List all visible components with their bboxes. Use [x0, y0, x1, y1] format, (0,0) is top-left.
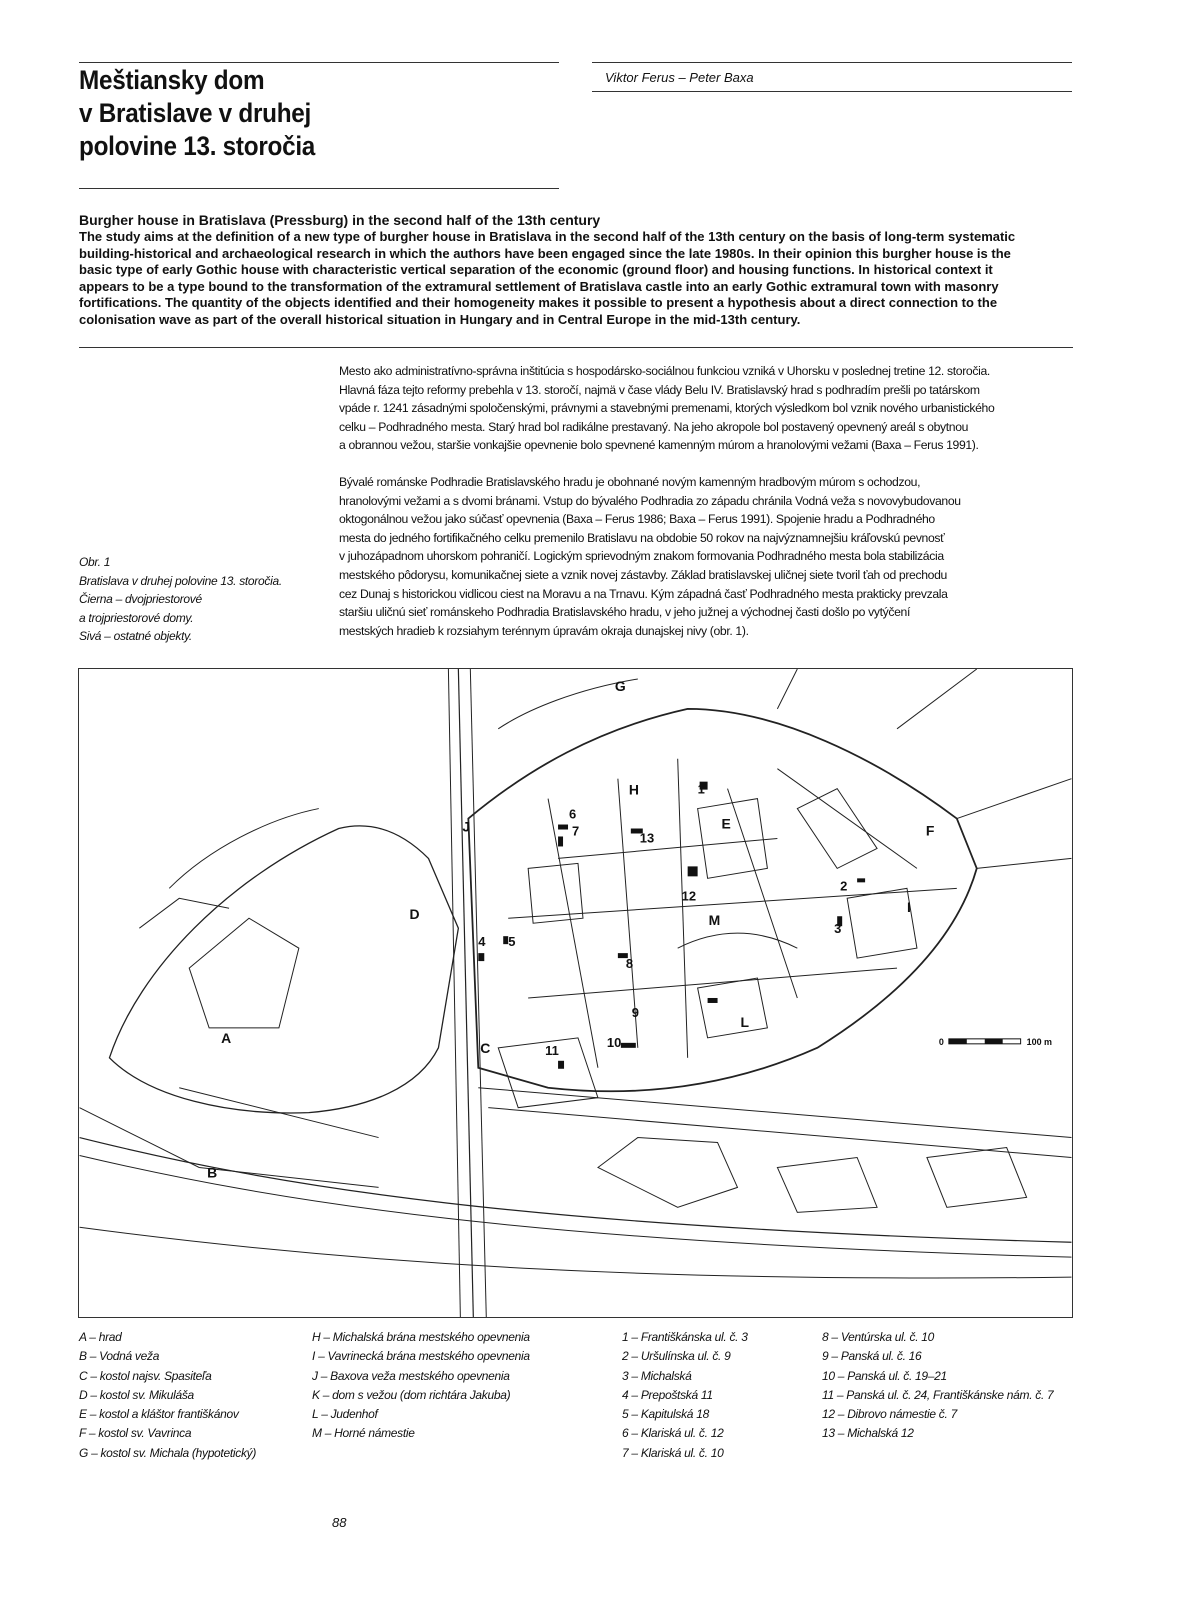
- abstract-line: fortifications. The quantity of the objects identified and their homogeneity makes it possible to present a hypothesis about a direct connection to the: [79, 295, 998, 311]
- legend-item: 4 – Prepoštská 11: [622, 1387, 713, 1402]
- map-number: 4: [478, 934, 486, 950]
- caption-line: Sivá – ostatné objekty.: [79, 629, 192, 643]
- legend-item: E – kostol a kláštor františkánov: [79, 1407, 239, 1422]
- legend-item: I – Vavrinecká brána mestského opevnenia: [312, 1349, 530, 1364]
- body-line: celku – Podhradného mesta. Starý hrad bol radikálne prestavaný. Na jeho akropole bol postavený opevnený areál s obytnou: [339, 419, 969, 434]
- map-number: 3: [834, 921, 842, 937]
- abstract-heading: Burgher house in Bratislava (Pressburg) in the second half of the 13th century: [79, 212, 601, 228]
- legend-item: 10 – Panská ul. č. 19–21: [822, 1368, 947, 1383]
- legend-item: J – Baxova veža mestského opevnenia: [312, 1368, 510, 1383]
- map-number: 11: [545, 1042, 559, 1058]
- body-line: vpáde r. 1241 zásadnými spoločenskými, právnymi a stavebnými premenami, ktorých výsledkom bol vznik nového urbanistického: [339, 401, 995, 416]
- legend-item: 13 – Michalská 12: [822, 1426, 914, 1441]
- body-line: Mesto ako administratívno-správna inštitúcia s hospodársko-sociálnou funkciou vzniká v Uhorsku v poslednej tretine 12. storočia.: [339, 364, 990, 378]
- legend-item: 7 – Klariská ul. č. 10: [622, 1445, 724, 1460]
- abstract-line: The study aims at the definition of a new type of burgher house in Bratislava in the second half of the 13th century on the basis of long-term systematic: [79, 229, 1016, 244]
- map-number: 13: [639, 830, 655, 846]
- legend-item: 11 – Panská ul. č. 24, Františkánske nám. č. 7: [822, 1387, 1054, 1402]
- legend-item: 1 – Františkánska ul. č. 3: [622, 1330, 748, 1344]
- map-letter: D: [409, 906, 420, 923]
- scale-end-label: 100 m: [1026, 1036, 1053, 1047]
- map-number: 8: [625, 956, 634, 972]
- body-line: oktogonálnou vežou jako súčasť opevnenia (Baxa – Ferus 1986; Baxa – Ferus 1991). Spojenie hradu a Podhradného: [339, 512, 935, 527]
- map-letter: B: [207, 1164, 218, 1181]
- map-number: 6: [569, 806, 577, 822]
- abstract-line: basic type of early Gothic house with characteristic vertical separation of the economic (ground floor) and housing functions. In historical context it: [79, 262, 993, 278]
- legend-item: H – Michalská brána mestského opevnenia: [312, 1330, 530, 1344]
- map-letter-labels: [207, 678, 934, 1180]
- body-line: Bývalé románske Podhradie Bratislavského hradu je obohnané novým kamenným hradbovým múrom s ochodzou,: [339, 474, 921, 489]
- map-svg: [79, 669, 1072, 1317]
- legend-item: 5 – Kapitulská 18: [622, 1407, 709, 1422]
- legend-column-1: [79, 1328, 256, 1463]
- map-number: 5: [508, 934, 516, 950]
- map-letter: H: [628, 781, 639, 798]
- body-line: staršiu uličnú sieť románskeho Podhradia Bratislavského hradu, v jeho južnej a východnej časti došlo po vytýčení: [339, 605, 911, 620]
- map-number: 9: [631, 1004, 640, 1020]
- city-plan-map: [78, 668, 1073, 1318]
- body-line: Hlavná fáza tejto reformy prebehla v 13. storočí, najmä v čase vlády Belu IV. Bratislavský hrad s podhradím prešli po tatárskom: [339, 382, 980, 397]
- abstract-top-rule: [79, 188, 559, 189]
- legend-item: B – Vodná veža: [79, 1349, 160, 1364]
- page-number: 88: [332, 1515, 347, 1530]
- map-letter: A: [221, 1029, 232, 1046]
- title-line: polovine 13. storočia: [79, 131, 316, 161]
- scale-start-label: 0: [938, 1036, 944, 1047]
- body-line: mestského pôdorysu, komunikačnej siete a vznik novej zástavby. Základ bratislavskej uličnej siete tvoril ťah od prechodu: [339, 567, 947, 582]
- map-letter: J: [462, 818, 471, 835]
- scale-bar: [939, 1037, 1052, 1047]
- map-number: 1: [697, 781, 705, 797]
- title-line: Meštiansky dom: [79, 65, 265, 95]
- caption-line: Bratislava v druhej polovine 13. storočia.: [79, 573, 282, 588]
- map-number: 12: [681, 888, 697, 904]
- abstract-text: [79, 229, 1079, 329]
- map-number: 2: [840, 878, 848, 894]
- legend-item: M – Horné námestie: [312, 1426, 415, 1441]
- legend-item: 12 – Dibrovo námestie č. 7: [822, 1407, 957, 1422]
- legend-item: 8 – Ventúrska ul. č. 10: [822, 1330, 935, 1344]
- caption-line: Čierna – dvojpriestorové: [79, 592, 202, 606]
- top-rule-left: [79, 62, 559, 63]
- map-letter: I: [906, 899, 911, 916]
- body-line: mestských hradieb k rozsiahym terénnym úpravám okraja dunajskej nivy (obr. 1).: [339, 623, 749, 638]
- legend-item: K – dom s vežou (dom richtára Jakuba): [312, 1387, 511, 1402]
- legend-column-3: [622, 1328, 748, 1463]
- legend-item: 3 – Michalská: [622, 1368, 692, 1383]
- map-letter: G: [614, 677, 626, 694]
- abstract-line: appears to be a type bound to the transformation of the extramural settlement of Bratislava castle into an early Gothic extramural town with masonry: [79, 278, 999, 294]
- top-rule-right: [592, 62, 1072, 63]
- figure-caption: [79, 553, 319, 646]
- caption-line: Obr. 1: [79, 555, 111, 569]
- article-title: [79, 64, 421, 163]
- legend-item: 9 – Panská ul. č. 16: [822, 1349, 922, 1364]
- legend-item: G – kostol sv. Michala (hypotetický): [79, 1445, 257, 1460]
- legend-column-4: [822, 1328, 1053, 1444]
- legend-item: A – hrad: [79, 1330, 122, 1344]
- map-letter: M: [708, 912, 721, 929]
- map-letter: L: [740, 1013, 750, 1030]
- map-number: 10: [606, 1034, 622, 1050]
- body-line: cez Dunaj s historickou vidlicou ciest na Moravu a na Trnavu. Kým západná časť Podhradného mesta prakticky prevzala: [339, 586, 948, 601]
- abstract-bottom-rule: [79, 347, 1073, 348]
- authors-rule: [592, 91, 1072, 92]
- abstract-line: building-historical and archaeological research in which the authors have been engaged since the late 1980s. In their opinion this burgher house is the: [79, 245, 1011, 261]
- legend-item: L – Judenhof: [312, 1407, 378, 1422]
- caption-line: a trojpriestorové domy.: [79, 610, 194, 625]
- map-letter: C: [480, 1039, 491, 1056]
- map-number: 7: [572, 823, 580, 839]
- map-number-labels: [478, 782, 847, 1058]
- legend-item: 6 – Klariská ul. č. 12: [622, 1426, 724, 1441]
- body-line: hranolovými vežami a s dvomi bránami. Vstup do bývalého Podhradia zo západu chránila Vodná veža s novovybudovanou: [339, 493, 961, 508]
- legend-item: F – kostol sv. Vavrinca: [79, 1426, 192, 1441]
- abstract-line: colonisation wave as part of the overall historical situation in Hungary and in Central Europe in the mid-13th century.: [79, 311, 801, 327]
- legend-item: C – kostol najsv. Spasiteľa: [79, 1368, 212, 1383]
- authors: Viktor Ferus – Peter Baxa: [605, 70, 754, 85]
- body-text: [339, 362, 1074, 640]
- body-line: v juhozápadnom uhorskom pohraničí. Logickým sprievodným znakom formovania Podhradného mesta bola stabilizácia: [339, 549, 944, 564]
- body-line: a obrannou vežou, staršie vonkajšie opevnenie bolo spevnené kamenným múrom a hranolovými vežami (Baxa – Ferus 1991).: [339, 438, 979, 453]
- body-line: mesta do jedného fortifikačného celku premenilo Bratislavu na obdobie 50 rokov na najvýznamnejšiu kráľovskú pevnosť: [339, 530, 945, 545]
- title-line: v Bratislave v druhej: [79, 98, 312, 128]
- legend-item: 2 – Uršulínska ul. č. 9: [622, 1349, 731, 1364]
- map-letter: E: [721, 815, 731, 832]
- legend-column-2: [312, 1328, 530, 1444]
- map-letter: F: [925, 822, 935, 839]
- legend-item: D – kostol sv. Mikuláša: [79, 1387, 194, 1402]
